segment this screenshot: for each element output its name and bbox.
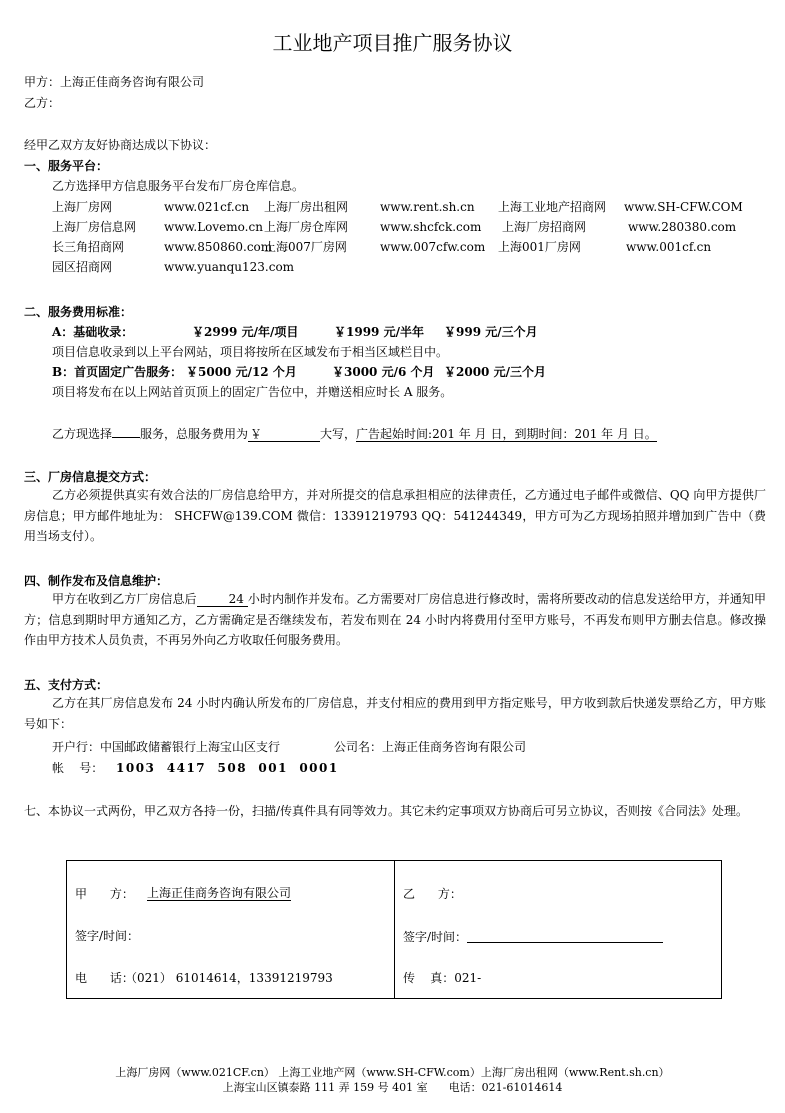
party-b-fax: 传 真：021- [403, 971, 482, 985]
site-url: www.shcfck.com [380, 220, 482, 234]
choice-text: 服务，总服务费用为 [140, 427, 249, 441]
site-name: 长三角招商网 [52, 240, 125, 254]
section-5-body: 乙方在其厂房信息发布 24 小时内确认所发布的厂房信息，并支付相应的费用到甲方指定账号，甲方收到款后快递发票给乙方，甲方账号如下： [24, 696, 766, 731]
hours-value: 24 [197, 593, 248, 607]
party-a-tel-label: 电 话： [75, 971, 134, 985]
plan-b-price-3m: ￥2000 元/三个月 [444, 365, 546, 379]
section-4-heading: 四、制作发布及信息维护： [24, 574, 169, 588]
section-2-heading: 二、服务费用标准： [24, 305, 133, 319]
account-label: 帐 号： [52, 761, 104, 775]
party-b-sign-row [403, 930, 663, 943]
choice-text: 大写， [320, 427, 357, 441]
site-name: 上海厂房仓库网 [264, 220, 349, 234]
site-url: www.001cf.cn [626, 240, 712, 254]
site-name: 上海厂房网 [52, 200, 113, 214]
site-url: www.007cfw.com [380, 240, 486, 254]
section-5-heading: 五、支付方式： [24, 678, 109, 692]
section-4-text: 甲方在收到乙方厂房信息后 [52, 592, 197, 606]
site-url: www.850860.com [164, 240, 273, 254]
section-3-body: 乙方必须提供真实有效合法的厂房信息给甲方，并对所提交的信息承担相应的法律责任，乙方通过电子邮件或微信、QQ 向甲方提供厂房信息；甲方邮件地址为： SHCFW@139.COM 微信：13391219793 QQ：541244349，甲方可为乙方现场拍照并增加到广告中（费用当场支付）。 [24, 488, 766, 543]
site-name: 园区招商网 [52, 260, 113, 274]
section-3-heading: 三、厂房信息提交方式： [24, 470, 157, 484]
site-url: www.280380.com [628, 220, 737, 234]
plan-b-label: B：首页固定广告服务： [52, 365, 183, 379]
plan-a-price-quarter: ￥999 元/三个月 [444, 325, 538, 339]
plan-a-price-half: ￥1999 元/半年 [334, 325, 424, 339]
site-name: 上海工业地产招商网 [498, 200, 607, 214]
site-url: www.Lovemo.cn [164, 220, 263, 234]
yen-sign: ￥ [250, 427, 263, 441]
site-name: 上海厂房信息网 [52, 220, 137, 234]
signature-table [66, 860, 722, 999]
section-1-desc: 乙方选择甲方信息服务平台发布厂房仓库信息。 [52, 179, 305, 193]
party-b-line: 乙方： [24, 96, 61, 110]
section-7-body: 七、本协议一式两份，甲乙双方各持一份，扫描/传真件具有同等效力。其它未约定事项双方协商后可另立协议，否则按《合同法》处理。 [24, 804, 749, 818]
choice-text: 乙方现选择 [52, 427, 113, 441]
site-name: 上海007厂房网 [264, 240, 347, 254]
service-choice-line [52, 428, 657, 442]
party-b-sign-blank[interactable] [467, 930, 663, 943]
party-a-sign-label: 签字/时间： [75, 929, 140, 943]
party-a-label: 甲 方： [75, 887, 134, 901]
intro-text: 经甲乙双方友好协商达成以下协议： [24, 138, 217, 152]
plan-a-desc: 项目信息收录到以上平台网站，项目将按所在区域发布于相当区域栏目中。 [52, 345, 449, 359]
plan-b-desc: 项目将发布在以上网站首页顶上的固定广告位中，并赠送相应时长 A 服务。 [52, 385, 453, 399]
plan-b-price-6m: ￥3000 元/6 个月 [332, 365, 435, 379]
ad-period-text: 广告起始时间:201 年 月 日，到期时间：201 年 月 日。 [356, 427, 657, 441]
party-b-label: 乙 方： [403, 887, 462, 901]
footer-address: 上海宝山区镇泰路 111 弄 159 号 401 室 电话：021-61014614 [222, 1081, 563, 1094]
service-choice-blank[interactable] [112, 437, 140, 438]
footer-websites: 上海厂房网（www.021CF.cn） 上海工业地产网（www.SH-CFW.com）上海厂房出租网（www.Rent.sh.cn） [115, 1066, 670, 1079]
site-url: www.yuanqu123.com [164, 260, 295, 274]
site-url: www.021cf.cn [164, 200, 250, 214]
party-b-sign-label: 签字/时间： [403, 930, 468, 944]
table-divider [394, 861, 395, 998]
plan-b-price-12m: ￥5000 元/12 个月 [186, 365, 297, 379]
party-a-name: 上海正佳商务咨询有限公司 [147, 886, 292, 900]
section-4-text: 小时内制作并发布。乙方需要对厂房信息进行修改时，需将所要改动的信息发送给甲方，并通知甲方；信息到期时甲方通知乙方，乙方需确定是否继续发布，若发布则在 24 小时内将费用付至甲方账号，不再发布则甲方删去信息。修改操作由甲方技术人员负责，不再另外向乙方收取任何服务费用。 [24, 592, 766, 647]
site-name: 上海厂房招商网 [502, 220, 587, 234]
party-a-line: 甲方：上海正佳商务咨询有限公司 [24, 75, 205, 89]
site-url: www.SH-CFW.COM [624, 200, 743, 214]
total-fee-blank[interactable] [248, 428, 320, 442]
site-name: 上海厂房出租网 [264, 200, 349, 214]
plan-a-label: A：基础收录： [52, 325, 134, 339]
plan-a-price-year: ￥2999 元/年/项目 [192, 325, 299, 339]
page-title: 工业地产项目推广服务协议 [272, 31, 513, 55]
section-4-body [24, 589, 766, 651]
account-number: 1003 4417 508 001 0001 [116, 761, 339, 775]
account-company: 公司名：上海正佳商务咨询有限公司 [334, 740, 527, 754]
site-name: 上海001厂房网 [498, 240, 581, 254]
party-a-tel: （021） 61014614，13391219793 [125, 971, 333, 985]
bank-name: 开户行：中国邮政储蓄银行上海宝山区支行 [52, 740, 281, 754]
section-1-heading: 一、服务平台： [24, 159, 109, 173]
site-url: www.rent.sh.cn [380, 200, 475, 214]
